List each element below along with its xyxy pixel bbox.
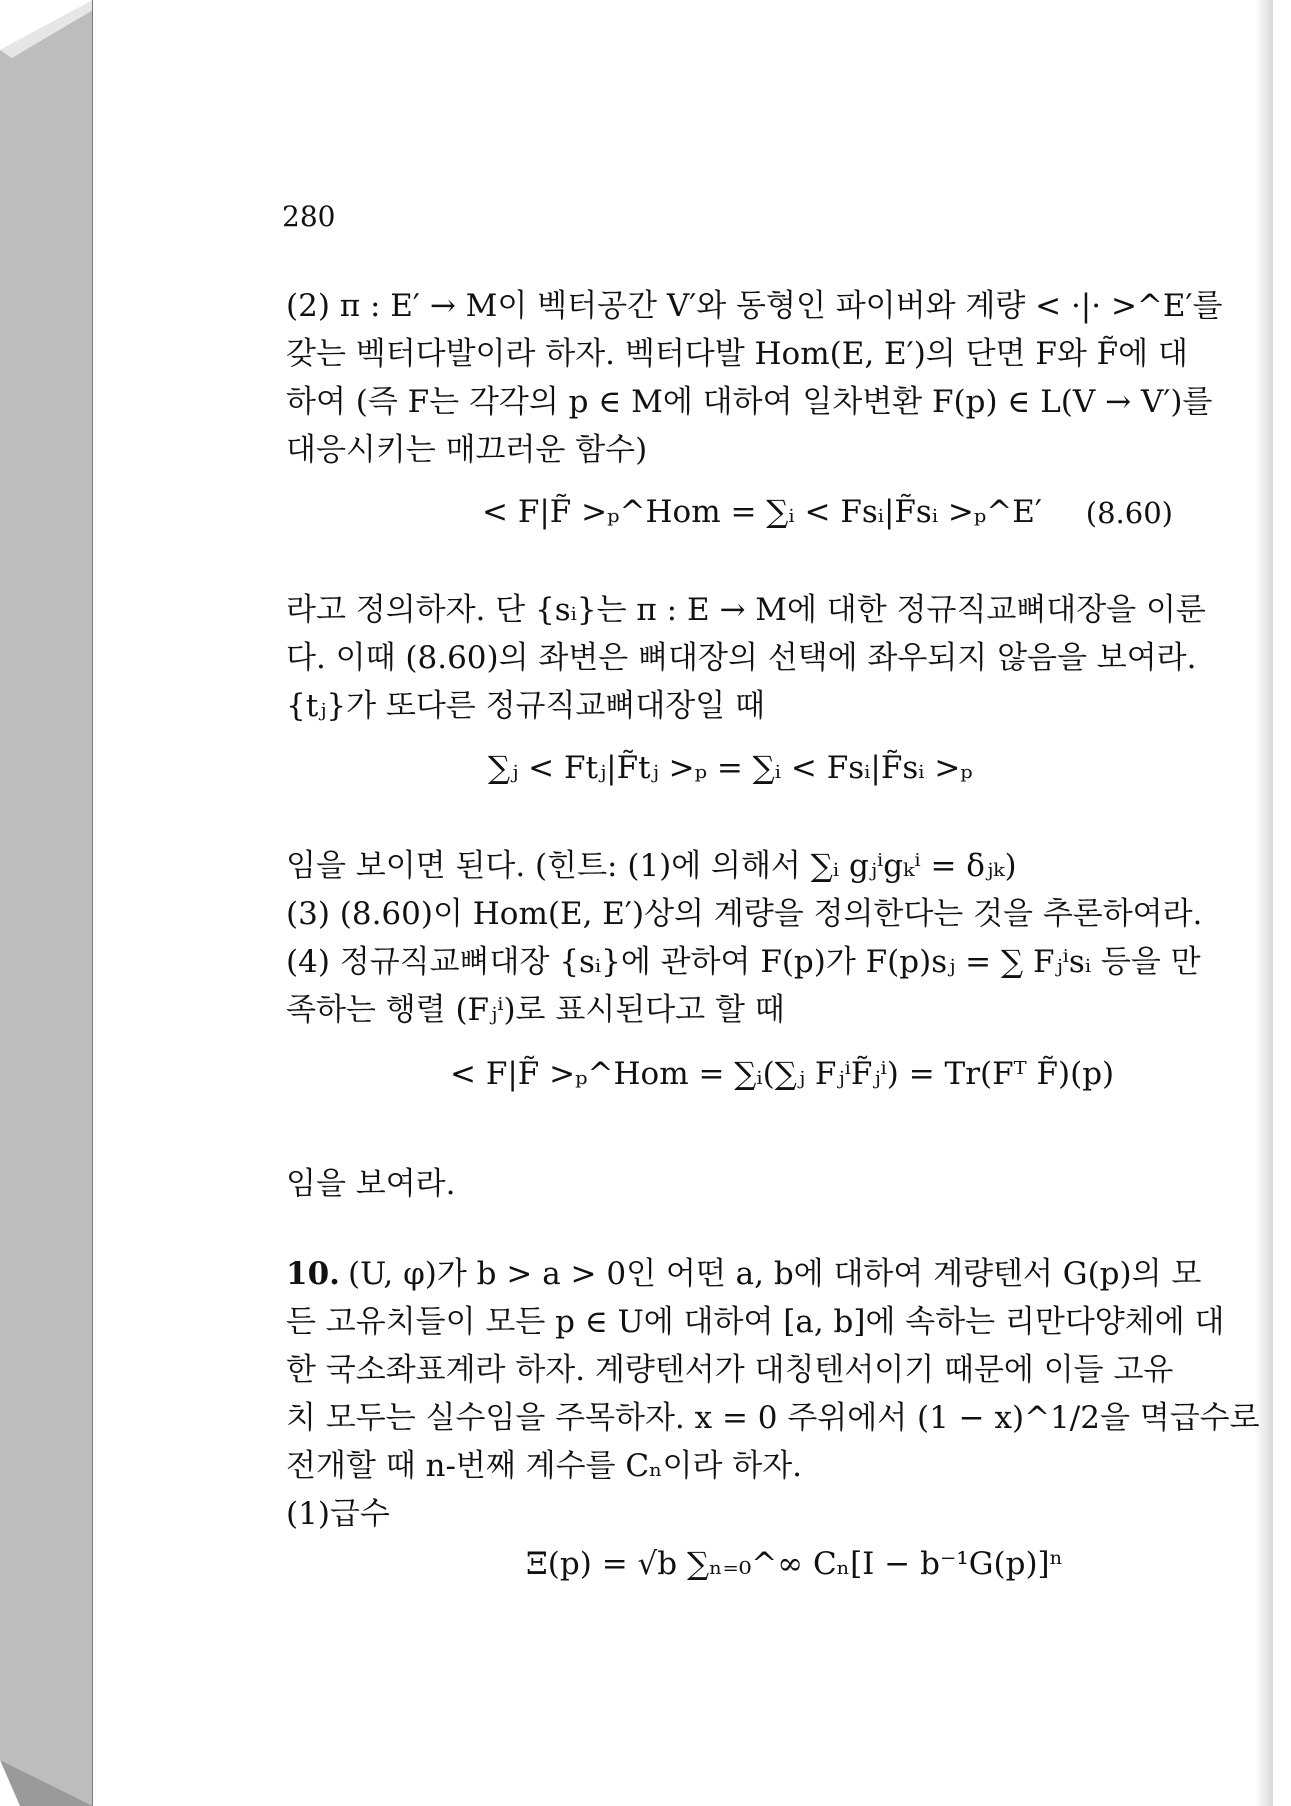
problem-10-line-5: 전개할 때 n-번째 계수를 Cₙ이라 하자. <box>286 1448 802 1484</box>
page-edge <box>1255 0 1273 1806</box>
problem-10-line-3: 한 국소좌표계라 하자. 계량텐서가 대칭텐서이기 때문에 이들 고유 <box>286 1352 1174 1388</box>
item-2-line-3: 하여 (즉 F는 각각의 p ∈ M에 대하여 일차변환 F(p) ∈ L(V → V′)를 <box>286 384 1213 420</box>
para-after-860-line-2: 다. 이때 (8.60)의 좌변은 뼈대장의 선택에 좌우되지 않음을 보여라. <box>286 640 1197 676</box>
hint-line-1: 임을 보이면 된다. (힌트: (1)에 의해서 ∑ᵢ gⱼⁱgₖⁱ = δⱼₖ) <box>286 848 1017 884</box>
problem-10-line-1: (U, φ)가 b > a > 0인 어떤 a, b에 대하여 계량텐서 G(p)의 모 <box>348 1256 1202 1292</box>
para-after-860-line-1: 라고 정의하자. 단 {sᵢ}는 π : E → M에 대한 정규직교뼈대장을 이룬 <box>286 592 1206 628</box>
page-number: 280 <box>282 200 336 233</box>
problem-10-line-6: (1)급수 <box>286 1496 390 1532</box>
hint-line-2: (3) (8.60)이 Hom(E, E′)상의 계량을 정의한다는 것을 추론하여라. <box>286 896 1203 932</box>
equation-frames: ∑ⱼ < Ftⱼ|F̃tⱼ >ₚ = ∑ᵢ < Fsᵢ|F̃sᵢ >ₚ <box>488 750 973 786</box>
equation-series: Ξ(p) = √b ∑ₙ₌₀^∞ Cₙ[I − b⁻¹G(p)]ⁿ <box>526 1546 1064 1582</box>
item-2-line-4: 대응시키는 매끄러운 함수) <box>286 432 648 468</box>
equation-trace: < F|F̃ >ₚ^Hom = ∑ᵢ(∑ⱼ FⱼⁱF̃ⱼⁱ) = Tr(Fᵀ F̃)(p) <box>450 1056 1115 1092</box>
item-2-line-2: 갖는 벡터다발이라 하자. 벡터다발 Hom(E, E′)의 단면 F와 F̃에 대 <box>286 336 1188 372</box>
equation-number-8-60: (8.60) <box>1085 496 1173 530</box>
para-after-860-line-3: {tⱼ}가 또다른 정규직교뼈대장일 때 <box>286 688 765 724</box>
problem-number: 10. <box>286 1256 340 1292</box>
equation-8-60: < F|F̃ >ₚ^Hom = ∑ᵢ < Fsᵢ|F̃sᵢ >ₚ^E′ <box>482 494 1042 530</box>
item-2-line-1: (2) π : E′ → M이 벡터공간 V′와 동형인 파이버와 계량 < ·|· >^E′를 <box>286 288 1223 324</box>
problem-10-line-2: 든 고유치들이 모든 p ∈ U에 대하여 [a, b]에 속하는 리만다양체에 대 <box>286 1304 1225 1340</box>
problem-10-line-4: 치 모두는 실수임을 주목하자. x = 0 주위에서 (1 − x)^1/2을 멱급수로 <box>286 1400 1260 1436</box>
hint-line-4: 족하는 행렬 (Fⱼⁱ)로 표시된다고 할 때 <box>286 992 785 1028</box>
show-line: 임을 보여라. <box>286 1166 456 1202</box>
hint-line-3: (4) 정규직교뼈대장 {sᵢ}에 관하여 F(p)가 F(p)sⱼ = ∑ Fⱼⁱsᵢ 등을 만 <box>286 944 1201 980</box>
